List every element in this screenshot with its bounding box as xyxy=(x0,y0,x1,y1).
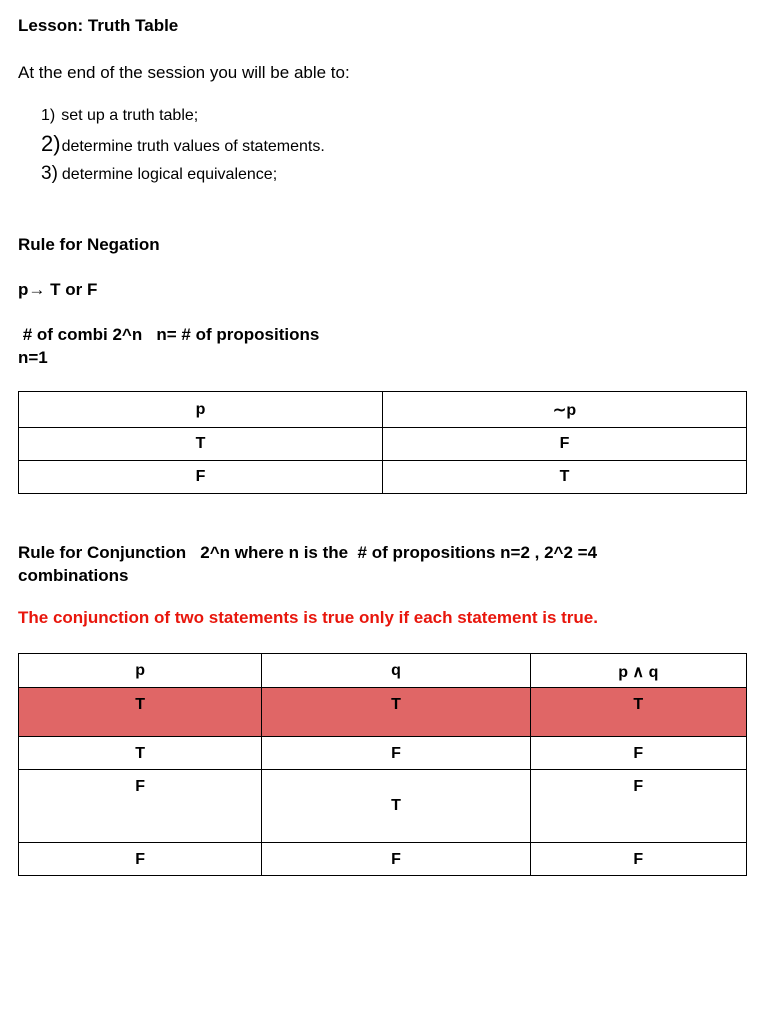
table-row xyxy=(19,428,747,461)
table-cell: F xyxy=(19,461,383,494)
objective-text: determine logical equivalence; xyxy=(61,166,278,183)
conjunction-truth-table xyxy=(18,653,747,876)
header-cell: p xyxy=(19,392,383,428)
table-cell: T xyxy=(19,737,262,770)
negation-truth-table xyxy=(18,391,747,494)
conjunction-heading-line: Rule for Conjunction 2^n where n is the # of propositions n=2 , 2^2 =4 xyxy=(18,543,598,562)
objective-number: 1) xyxy=(41,107,56,124)
objective-item xyxy=(41,163,277,185)
objective-text: determine truth values of statements. xyxy=(61,138,325,155)
highlighted-table-row xyxy=(19,688,747,737)
negation-n-value: n=1 xyxy=(18,348,48,367)
table-cell: F xyxy=(262,843,530,876)
table-row xyxy=(19,737,747,770)
header-cell: p ∧ q xyxy=(530,654,746,688)
objective-item xyxy=(41,107,198,125)
table-row xyxy=(19,461,747,494)
negation-combinations: # of combi 2^n n= # of propositions xyxy=(18,325,320,344)
table-row xyxy=(19,843,747,876)
lesson-title: Lesson: Truth Table xyxy=(18,16,179,35)
table-cell: T xyxy=(19,688,262,737)
table-cell: T xyxy=(383,461,747,494)
table-header-row xyxy=(19,654,747,688)
header-cell: p xyxy=(19,654,262,688)
negation-mapping: p→ T or F xyxy=(18,280,98,299)
table-cell: F xyxy=(530,770,746,843)
table-row xyxy=(19,770,747,843)
objective-number: 2) xyxy=(41,131,61,156)
table-cell: F xyxy=(19,770,262,843)
table-cell: T xyxy=(530,688,746,737)
table-cell: F xyxy=(383,428,747,461)
header-cell: ∼p xyxy=(383,392,747,428)
table-cell: T xyxy=(19,428,383,461)
conjunction-heading xyxy=(18,541,597,587)
table-cell: T xyxy=(262,688,530,737)
table-cell: T xyxy=(262,770,530,843)
table-cell: F xyxy=(19,843,262,876)
objective-number: 3) xyxy=(41,163,58,184)
table-header-row xyxy=(19,392,747,428)
table-cell: F xyxy=(530,843,746,876)
table-cell: F xyxy=(530,737,746,770)
negation-heading: Rule for Negation xyxy=(18,235,160,254)
objective-text: set up a truth table; xyxy=(61,107,199,124)
table-cell: F xyxy=(262,737,530,770)
intro-text: At the end of the session you will be able to: xyxy=(18,63,350,82)
objective-item xyxy=(41,131,325,157)
conjunction-heading-line: combinations xyxy=(18,566,129,585)
conjunction-rule: The conjunction of two statements is true only if each statement is true. xyxy=(18,608,598,627)
header-cell: q xyxy=(262,654,530,688)
